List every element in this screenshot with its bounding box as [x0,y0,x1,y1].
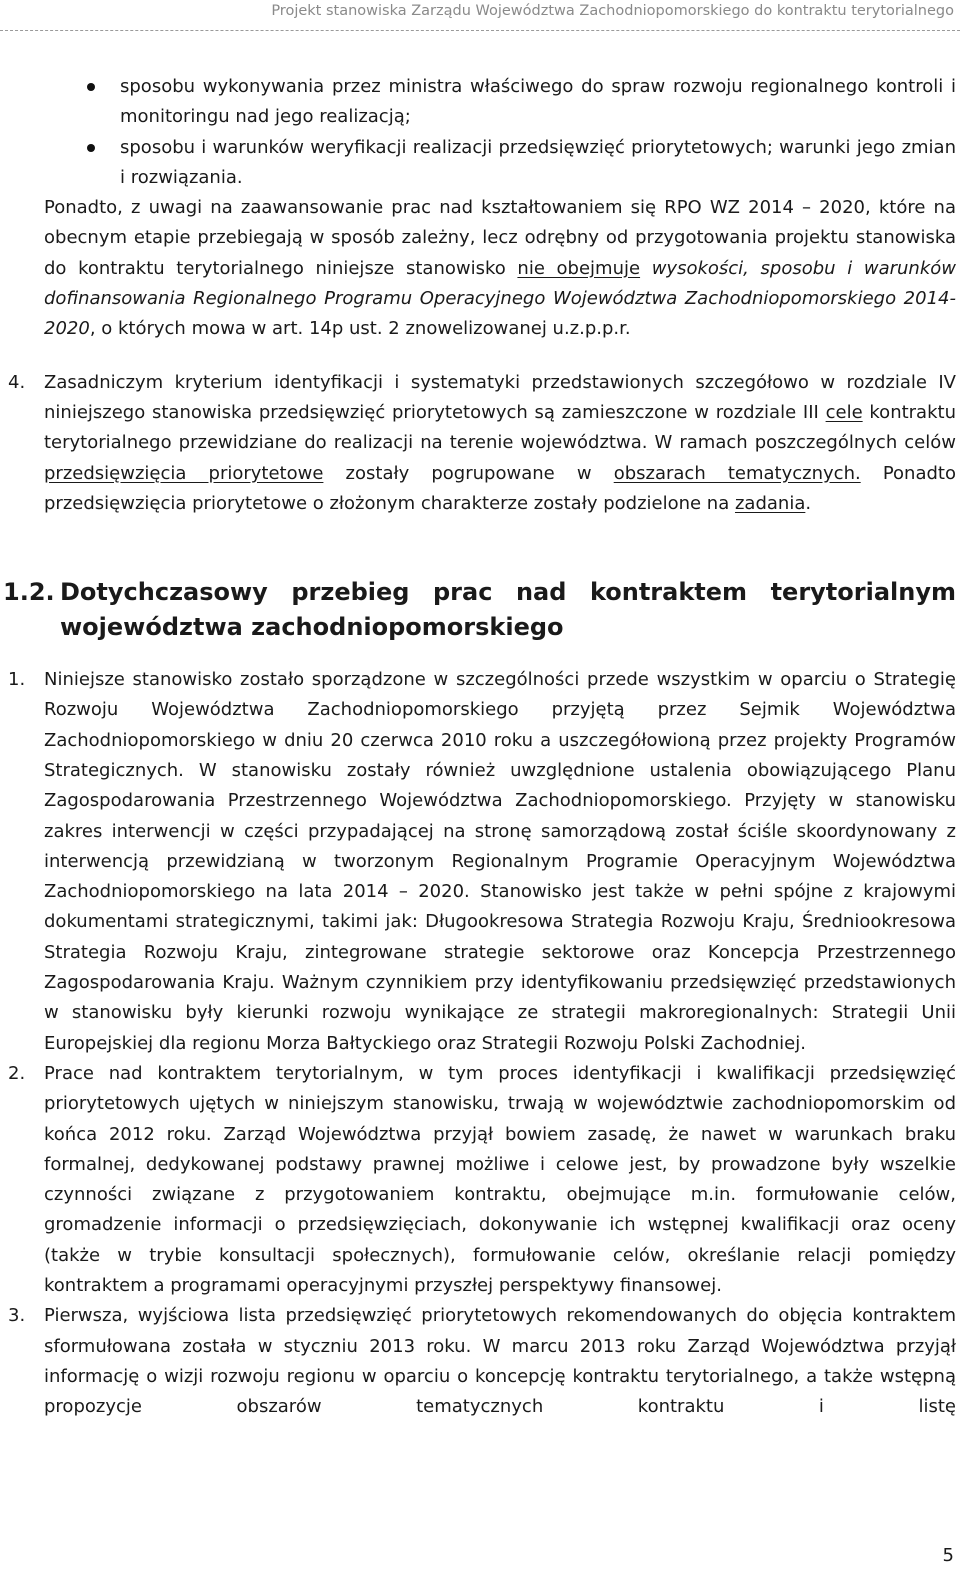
section-title: Dotychczasowy przebieg prac nad kontraktem terytorialnym województwa zachodniopomorskiego [60,578,956,642]
bullet-icon [87,144,95,152]
bullet-list [0,72,960,193]
bullet-text: sposobu i warunków weryfikacji realizacji przedsięwzięć priorytetowych; warunki jego zmian i rozwiązania. [120,136,956,188]
list-item-number: 2. [8,1062,26,1084]
paragraph-text: kontraktu terytorialnego przewidziane do realizacji na terenie województwa. W ramach poszczególnych celów [44,401,956,454]
list-item-number: 3. [8,1305,26,1327]
paragraph-4-text [44,368,956,519]
page-header [0,0,960,30]
list-item-text: Pierwsza, wyjściowa lista przedsięwzięć priorytetowych rekomendowanych do objęcia kontraktem sformułowana została w styczniu 2013 roku. W marcu 2013 roku Zarząd Województwa przyjął informację o wizji rozwoju regionu w oparciu o koncepcję kontraktu terytorialnego, a także wstępną propozycje obszarów tematycznych kontraktu i listę [44,1305,956,1418]
paragraph-4 [0,368,960,519]
list-item-text: Niniejsze stanowisko zostało sporządzone w szczególności przede wszystkim w oparciu o Strategię Rozwoju Województwa Zachodniopomorskiego przyjętą przez Sejmik Województwa Zachodniopomorskiego w dniu 20 czerwca 2010 roku a uszczegółowioną przez projekty Programów Strategicznych. W stanowisku zostały również uwzględnione ustalenia obowiązującego Planu Zagospodarowania Przestrzennego Województwa Zachodniopomorskiego. Przyjęty w stanowisku zakres interwencji w części przypadającej na stronę samorządową został ściśle skoordynowany z interwencją przewidzianą w tworzonym Regionalnym Programie Operacyjnym Województwa Zachodniopomorskiego na lata 2014 – 2020. Stanowisko jest także w pełni spójne z krajowymi dokumentami strategicznymi, takimi jak: Długookresowa Strategia Rozwoju Kraju, Średniookresowa Strategia Rozwoju Kraju, zintegrowane strategie sektorowe oraz Koncepcja Przestrzennego Zagospodarowania Kraju. Ważnym czynnikiem przy identyfikowaniu przedsięwzięć przedstawionych w stanowisku były kierunki rozwoju wynikające ze strategii makroregionalnych: Strategii Unii Europejskiej dla regionu Morza Bałtyckiego oraz Strategii Rozwoju Polski Zachodniej. [44,669,956,1054]
paragraph-text: Zasadniczym kryterium identyfikacji i systematyki przedstawionych szczegółowo w rozdziale IV niniejszego stanowiska przedsięwzięć priorytetowych są zamieszczone w rozdziale III [44,371,956,423]
section-heading [0,575,960,645]
bullet-item [0,72,960,133]
paragraph-text: Ponadto przedsięwzięcia priorytetowe o złożonym charakterze zostały podzielone na [44,462,956,514]
italic-text: wysokości, sposobu i warunków dofinansowania Regionalnego Programu Operacyjnego Województwa Zachodniopomorskiego 2014-2020 [44,257,956,340]
paragraph-rpo-note [0,193,960,344]
list-item-text: Prace nad kontraktem terytorialnym, w tym proces identyfikacji i kwalifikacji przedsięwzięć priorytetowych ujętych w niniejszym stanowisku, trwają w województwie zachodniopomorskim od końca 2012 roku. Zarząd Województwa przyjął bowiem zasadę, że nawet w warunkach braku formalnej, dedykowanej podstawy prawnej możliwe i celowe jest, by prowadzone były wszelkie czynności związane z przygotowaniem kontraktu, obejmujące m.in. formułowanie celów, gromadzenie informacji o przedsięwzięciach, dokonywanie ich wstępnej kwalifikacji oraz oceny (także w trybie konsultacji społecznych), formułowanie celów, określanie relacji pomiędzy kontraktem a programami operacyjnymi przyszłej perspektywy finansowej. [44,1062,956,1296]
header-divider [0,30,960,31]
bullet-text: sposobu wykonywania przez ministra właściwego do spraw rozwoju regionalnego kontroli i monitoringu nad jego realizacją; [120,76,956,128]
header-title: Projekt stanowiska Zarządu Województwa Zachodniopomorskiego do kontraktu terytorialnego [271,3,954,19]
paragraph-text: zostały pogrupowane w [323,462,614,484]
paragraph-text: , o których mowa w art. 14p ust. 2 znowelizowanej u.z.p.p.r. [89,318,631,340]
list-item [0,665,960,1059]
underlined-text: cele [825,401,863,423]
page-number: 5 [942,1545,954,1566]
document-body [0,68,960,1422]
section-number: 1.2. [3,578,55,607]
underlined-text: przedsięwzięcia priorytetowe [44,462,324,484]
bullet-icon [87,83,95,91]
underlined-text: zadania [734,492,806,514]
list-item [0,1059,960,1301]
underlined-text: obszarach tematycznych. [613,462,861,484]
numbered-list [0,665,960,1422]
bullet-item [0,133,960,194]
list-item-number: 1. [8,669,26,691]
paragraph-text: . [805,492,812,514]
underlined-text: nie obejmuje [517,257,641,279]
list-item [0,1301,960,1422]
paragraph-text: Ponadto, z uwagi na zaawansowanie prac nad kształtowaniem się RPO WZ 2014 – 2020, które na obecnym etapie przebiegają w sposób zależny, lecz odrębny od przygotowania projektu stanowiska do kontraktu terytorialnego niniejsze stanowisko [44,197,956,279]
paragraph-number: 4. [8,371,26,393]
